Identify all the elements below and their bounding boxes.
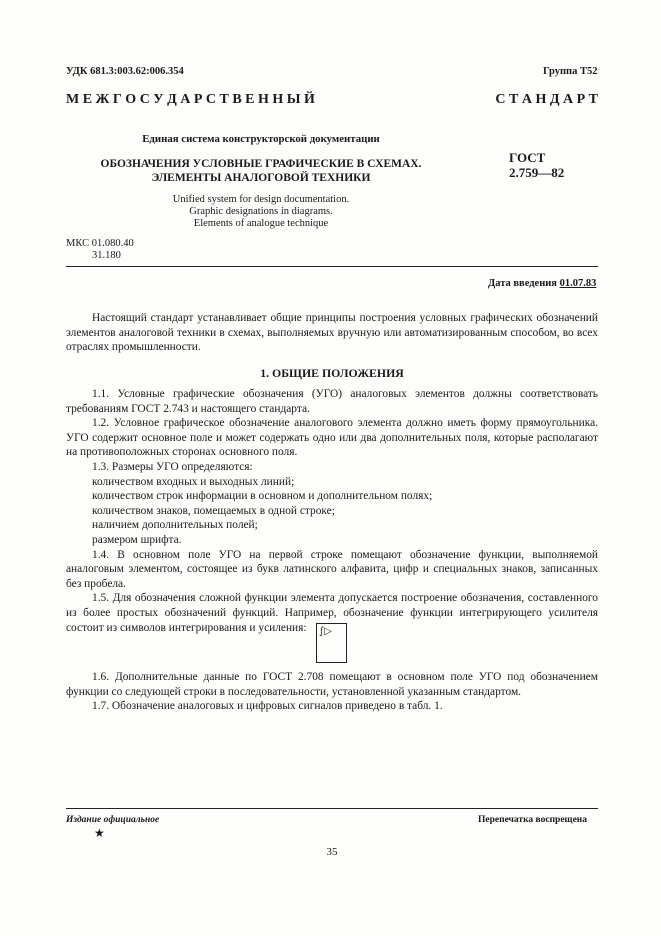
paragraph-1-6: 1.6. Дополнительные данные по ГОСТ 2.708 помещают в основном поле УГО под обозначением функции со следующей строки в последовательности, установленной указанным стандартом. bbox=[66, 671, 598, 698]
banner-right: С Т А Н Д А Р Т bbox=[495, 92, 598, 107]
title-line-2: ЭЛЕМЕНТЫ АНАЛОГОВОЙ ТЕХНИКИ bbox=[151, 172, 371, 184]
english-line-2: Graphic designations in diagrams. bbox=[189, 206, 333, 217]
document-title bbox=[66, 157, 456, 185]
list-item: размером шрифта. bbox=[92, 533, 182, 546]
header-divider bbox=[66, 266, 598, 267]
list-item: наличием дополнительных полей; bbox=[92, 519, 258, 532]
footer-divider bbox=[66, 808, 598, 809]
intro-paragraph bbox=[66, 311, 598, 355]
mks-line-1: МКС 01.080.40 bbox=[66, 238, 134, 249]
english-line-3: Elements of analogue technique bbox=[193, 218, 329, 229]
system-title: Единая система конструкторской документации bbox=[142, 133, 380, 145]
section-1-body bbox=[66, 387, 598, 635]
list-item: количеством входных и выходных линий; bbox=[92, 475, 295, 488]
integrating-amplifier-symbol bbox=[316, 623, 347, 663]
effective-date bbox=[488, 278, 596, 289]
standard-banner bbox=[66, 92, 598, 108]
gost-block bbox=[509, 150, 564, 180]
section-1-heading: 1. ОБЩИЕ ПОЛОЖЕНИЯ bbox=[260, 366, 404, 380]
section-1-body-continued bbox=[66, 670, 598, 714]
gost-label: ГОСТ bbox=[509, 150, 546, 165]
date-value: 01.07.83 bbox=[559, 278, 597, 289]
list-item: количеством строк информации в основном и дополнительном полях; bbox=[92, 490, 433, 503]
paragraph-1-4: 1.4. В основном поле УГО на первой строке помещают обозначение функции, выполняемой аналоговым элементом, состоящее из букв латинского алфавита, цифр и специальных знаков, записанных без пробела. bbox=[66, 548, 598, 590]
star-icon: ★ bbox=[94, 826, 105, 840]
date-label: Дата введения bbox=[488, 278, 557, 289]
english-line-1: Unified system for design documentation. bbox=[172, 194, 350, 205]
paragraph-1-5: 1.5. Для обозначения сложной функции элемента допускается построение обозначения, составленного из более простых обозначений функций. Например, обозначение функции интегрирующего усилителя состоит из символов интегрирования и усиления: bbox=[66, 592, 598, 634]
udk-code: УДК 681.3:003.62:006.354 bbox=[66, 66, 184, 77]
title-line-1: ОБОЗНАЧЕНИЯ УСЛОВНЫЕ ГРАФИЧЕСКИЕ В СХЕМАХ. bbox=[100, 158, 422, 170]
reprint-notice: Перепечатка воспрещена bbox=[478, 815, 588, 825]
gost-number: 2.759—82 bbox=[509, 165, 565, 180]
mks-codes bbox=[66, 238, 134, 262]
mks-line-2: 31.180 bbox=[92, 250, 121, 261]
intro-text: Настоящий стандарт устанавливает общие принципы построения условных графических обозначений элементов аналоговой техники в схемах, выполняемых вручную или автоматизированным способом, во всех отраслях промышленности. bbox=[66, 312, 598, 354]
list-item: количеством знаков, помещаемых в одной строке; bbox=[92, 504, 335, 517]
official-edition: Издание официальное bbox=[66, 815, 160, 825]
page-number: 35 bbox=[326, 846, 338, 858]
paragraph-1-7: 1.7. Обозначение аналоговых и цифровых сигналов приведено в табл. 1. bbox=[92, 700, 443, 713]
english-title bbox=[66, 194, 456, 230]
group-code: Группа Т52 bbox=[543, 66, 598, 77]
paragraph-1-2: 1.2. Условное графическое обозначение аналогового элемента должно иметь форму прямоугольника. УГО содержит основное поле и может содержать одно или два дополнительных поля, которые располагают на противоположных сторонах основного поля. bbox=[66, 417, 598, 459]
size-list bbox=[66, 475, 598, 548]
integrator-amplifier-icon: ∫▷ bbox=[319, 626, 332, 637]
paragraph-1-3: 1.3. Размеры УГО определяются: bbox=[92, 460, 253, 473]
paragraph-1-1: 1.1. Условные графические обозначения (УГО) аналоговых элементов должны соответствовать требованиям ГОСТ 2.743 и настоящего стандарта. bbox=[66, 388, 598, 415]
banner-left: М Е Ж Г О С У Д А Р С Т В Е Н Н Ы Й bbox=[66, 92, 315, 107]
